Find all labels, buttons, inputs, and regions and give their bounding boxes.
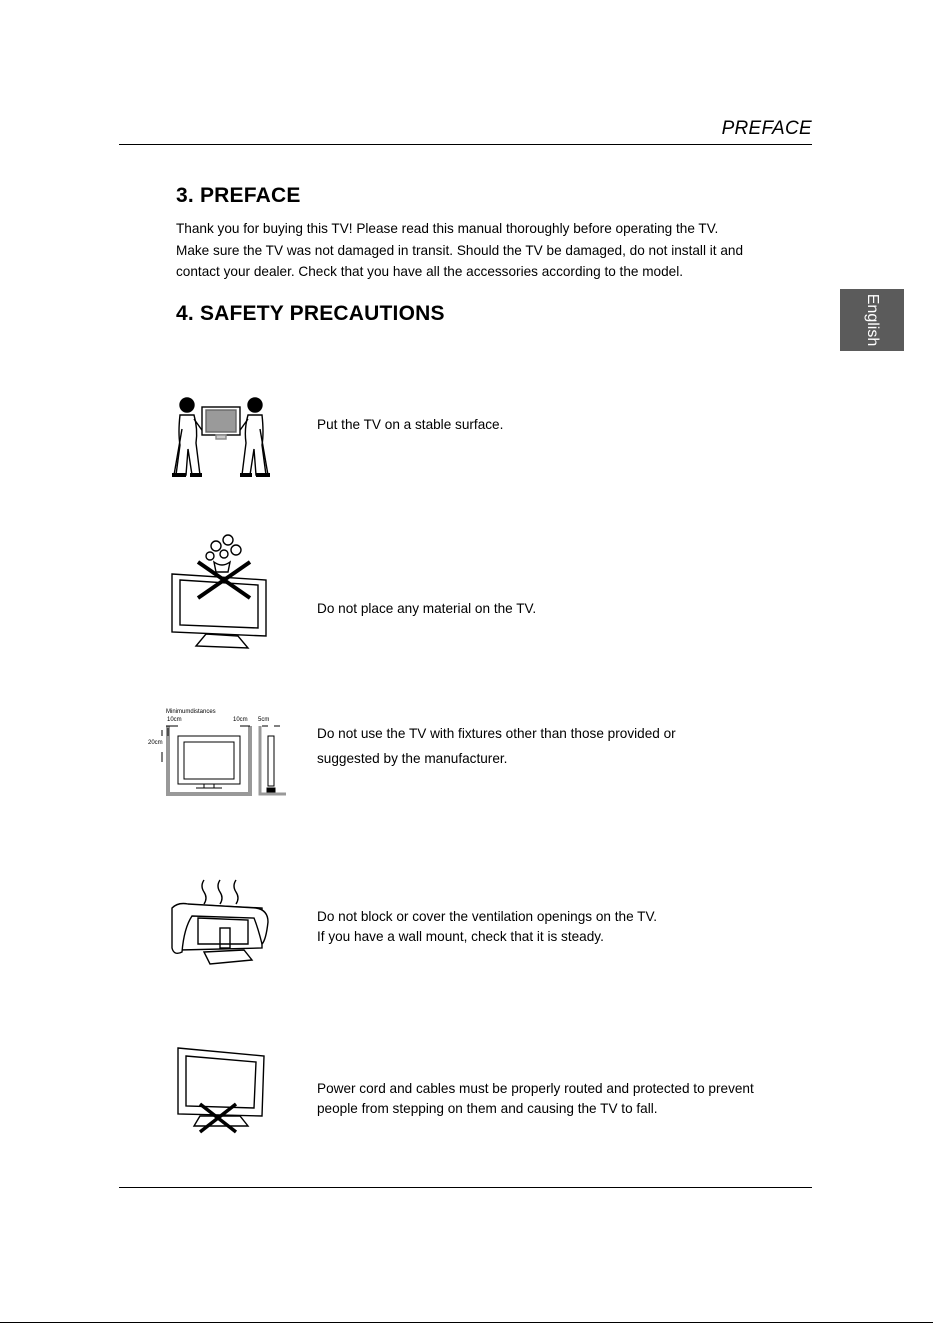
language-tab-label: English bbox=[863, 293, 881, 347]
safety-item-line: Do not place any material on the TV. bbox=[317, 601, 537, 616]
header-rule bbox=[119, 144, 812, 145]
safety-item-line: Do not use the TV with fixtures other than those provided or bbox=[317, 726, 676, 741]
safety-item-line: Do not block or cover the ventilation openings on the TV. bbox=[317, 909, 658, 924]
no-objects-on-tv-icon bbox=[168, 528, 274, 654]
diagram-label-side: 5cm bbox=[258, 717, 270, 723]
safety-item-ventilation bbox=[317, 907, 807, 946]
diagram-label-right: 10cm bbox=[233, 717, 248, 723]
tipping-tv-cable-icon bbox=[170, 1044, 270, 1136]
safety-item-line: suggested by the manufacturer. bbox=[317, 751, 508, 766]
safety-item-cables bbox=[317, 1079, 807, 1118]
safety-item-line: Put the TV on a stable surface. bbox=[317, 417, 504, 432]
covered-ventilation-icon bbox=[168, 878, 274, 968]
safety-item-line: people from stepping on them and causing the TV to fall. bbox=[317, 1100, 658, 1116]
footer-rule bbox=[119, 1187, 812, 1188]
running-header: PREFACE bbox=[721, 118, 812, 139]
safety-item-no-material bbox=[317, 599, 807, 619]
diagram-label-left: 10cm bbox=[167, 717, 182, 723]
page-bottom-edge bbox=[0, 1322, 933, 1323]
language-tab[interactable] bbox=[840, 289, 904, 351]
safety-item-line: If you have a wall mount, check that it is steady. bbox=[317, 928, 604, 944]
preface-line: Thank you for buying this TV! Please read this manual thoroughly before operating the TV. bbox=[176, 221, 719, 236]
safety-item-line: Power cord and cables must be properly routed and protected to prevent bbox=[317, 1081, 754, 1096]
two-people-carrying-tv-icon bbox=[166, 393, 276, 481]
preface-heading: 3. PREFACE bbox=[176, 184, 301, 207]
safety-heading: 4. SAFETY PRECAUTIONS bbox=[176, 302, 445, 325]
preface-line: Make sure the TV was not damaged in transit. Should the TV be damaged, do not install it and bbox=[176, 242, 744, 258]
safety-item-fixtures bbox=[317, 721, 807, 771]
minimum-distances-icon bbox=[146, 706, 288, 798]
preface-paragraph bbox=[176, 218, 816, 283]
safety-item-stable-surface bbox=[317, 415, 807, 435]
diagram-title: Minimumdistances bbox=[166, 709, 216, 715]
diagram-label-top: 20cm bbox=[148, 740, 163, 746]
preface-line: contact your dealer. Check that you have all the accessories according to the model. bbox=[176, 264, 684, 280]
